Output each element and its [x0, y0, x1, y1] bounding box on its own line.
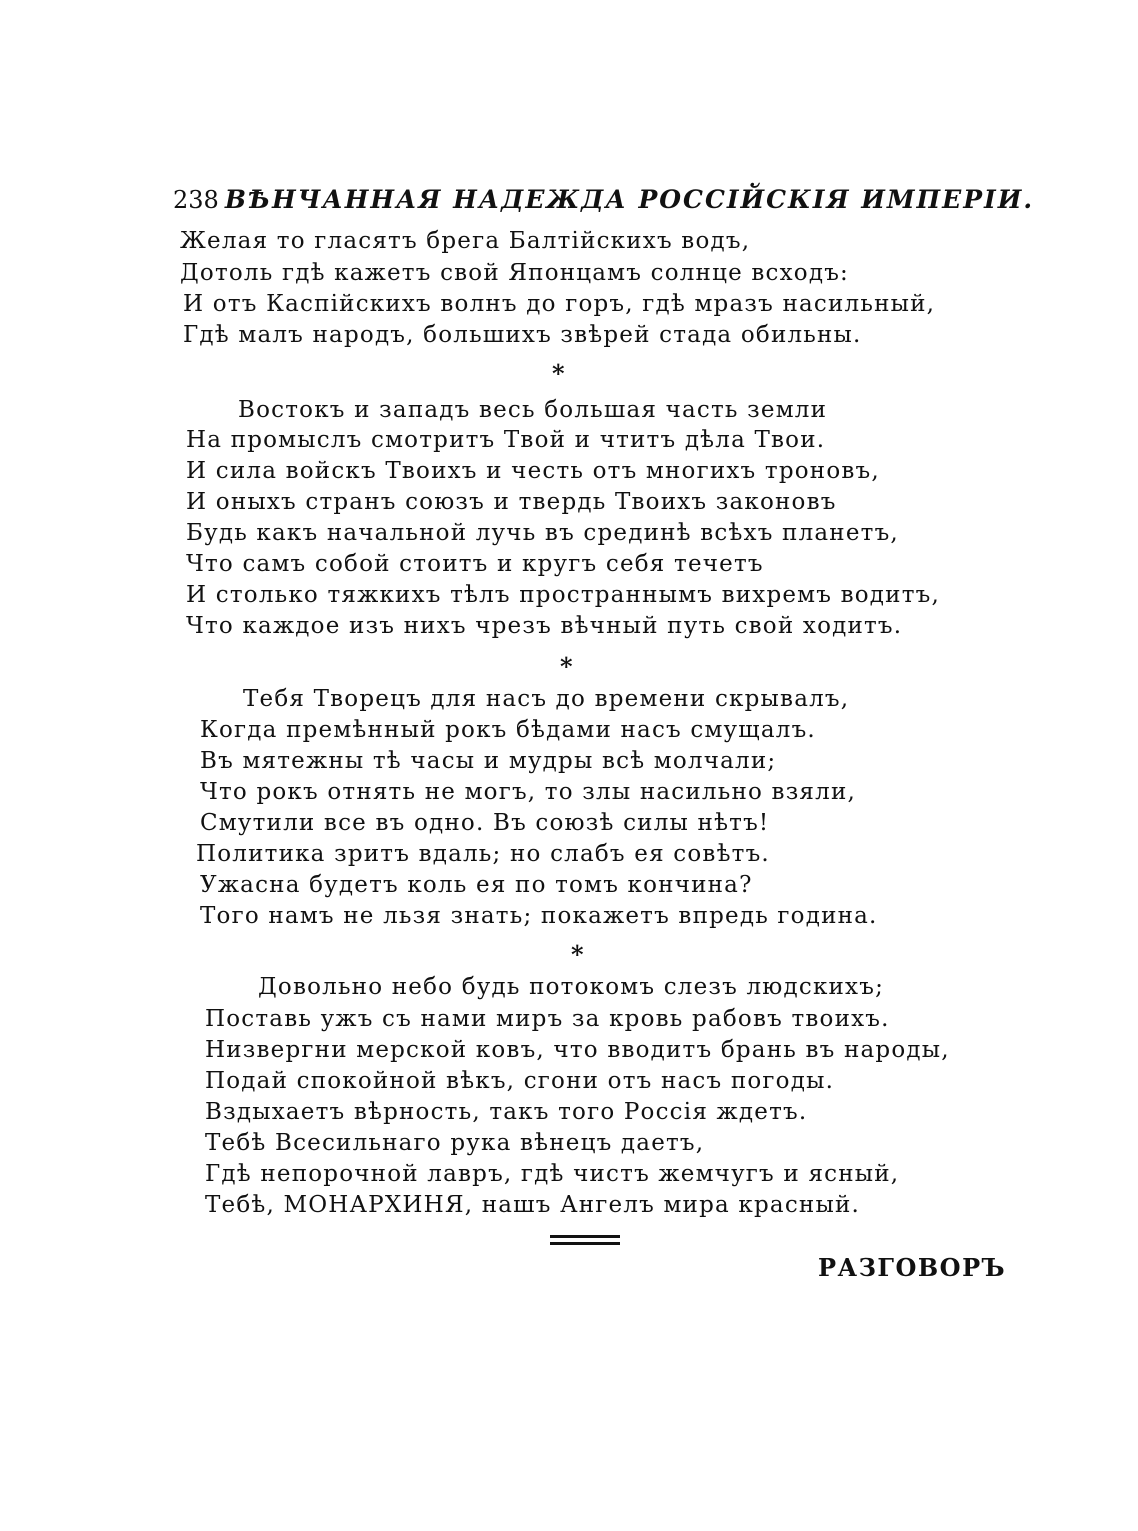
- verse-line: Желая то гласятъ брега Балтійскихъ водъ,: [180, 228, 751, 254]
- verse-line: Вздыхаетъ вѣрность, такъ того Россія ждетъ.: [205, 1099, 808, 1125]
- verse-line: Въ мятежны тѣ часы и мудры всѣ молчали;: [200, 748, 777, 774]
- closing-rule-top: [550, 1235, 620, 1238]
- stanza-separator: *: [560, 652, 573, 681]
- verse-line: Ужасна будетъ коль ея по томъ кончина?: [200, 872, 753, 898]
- verse-line: Будь какъ начальной лучь въ срединѣ всѣхъ планетъ,: [186, 520, 899, 546]
- verse-line: И оныхъ странъ союзъ и твердь Твоихъ законовъ: [186, 489, 837, 515]
- verse-line: Тебѣ, МОНАРХИНЯ, нашъ Ангелъ мира красный.: [205, 1192, 861, 1218]
- verse-line: Тебя Творецъ для насъ до времени скрывалъ,: [243, 686, 850, 712]
- running-header: [173, 180, 1035, 220]
- verse-line: Смутили все въ одно. Въ союзѣ силы нѣтъ!: [200, 810, 770, 836]
- verse-line: Что каждое изъ нихъ чрезъ вѣчный путь свой ходитъ.: [186, 613, 903, 639]
- catchword: РАЗГОВОРЪ: [818, 1253, 1007, 1282]
- verse-line: Подай спокойной вѣкъ, сгони отъ насъ погоды.: [205, 1068, 835, 1094]
- page-number: 238: [173, 186, 219, 214]
- verse-line: Низвергни мерской ковъ, что вводитъ брань въ народы,: [205, 1037, 950, 1063]
- verse-line: Политика зритъ вдаль; но слабъ ея совѣтъ.: [196, 841, 770, 867]
- running-title: ВѢНЧАННАЯ НАДЕЖДА РОССІЙСКІЯ ИМПЕРІИ.: [224, 185, 1035, 214]
- verse-line: На промыслъ смотритъ Твой и чтитъ дѣла Твои.: [186, 427, 826, 453]
- stanza-separator: *: [571, 940, 584, 969]
- verse-line: И сила войскъ Твоихъ и честь отъ многихъ троновъ,: [186, 458, 880, 484]
- verse-line: Гдѣ малъ народъ, большихъ звѣрей стада обильны.: [183, 322, 862, 348]
- verse-line: Когда премѣнный рокъ бѣдами насъ смущалъ.: [200, 717, 816, 743]
- verse-line: Тебѣ Всесильнаго рука вѣнецъ даетъ,: [205, 1130, 705, 1156]
- verse-line: Что рокъ отнять не могъ, то злы насильно взяли,: [200, 779, 856, 805]
- closing-rule-bottom: [550, 1242, 620, 1245]
- stanza-separator: *: [552, 359, 565, 388]
- verse-line: Того намъ не льзя знать; покажетъ впредь година.: [200, 903, 878, 929]
- verse-line: Востокъ и западъ весь большая часть земли: [238, 397, 828, 423]
- verse-line: Гдѣ непорочной лавръ, гдѣ чистъ жемчугъ и ясный,: [205, 1161, 900, 1187]
- verse-line: Что самъ собой стоитъ и кругъ себя течетъ: [186, 551, 764, 577]
- verse-line: Дотоль гдѣ кажетъ свой Японцамъ солнце всходъ:: [180, 260, 849, 286]
- verse-line: И отъ Каспійскихъ волнъ до горъ, гдѣ мразъ насильный,: [183, 291, 936, 317]
- verse-line: Поставь ужъ съ нами миръ за кровь рабовъ твоихъ.: [205, 1006, 890, 1032]
- verse-line: Довольно небо будь потокомъ слезъ людскихъ;: [258, 974, 885, 1000]
- verse-line: И столько тяжкихъ тѣлъ пространнымъ вихремъ водитъ,: [186, 582, 940, 608]
